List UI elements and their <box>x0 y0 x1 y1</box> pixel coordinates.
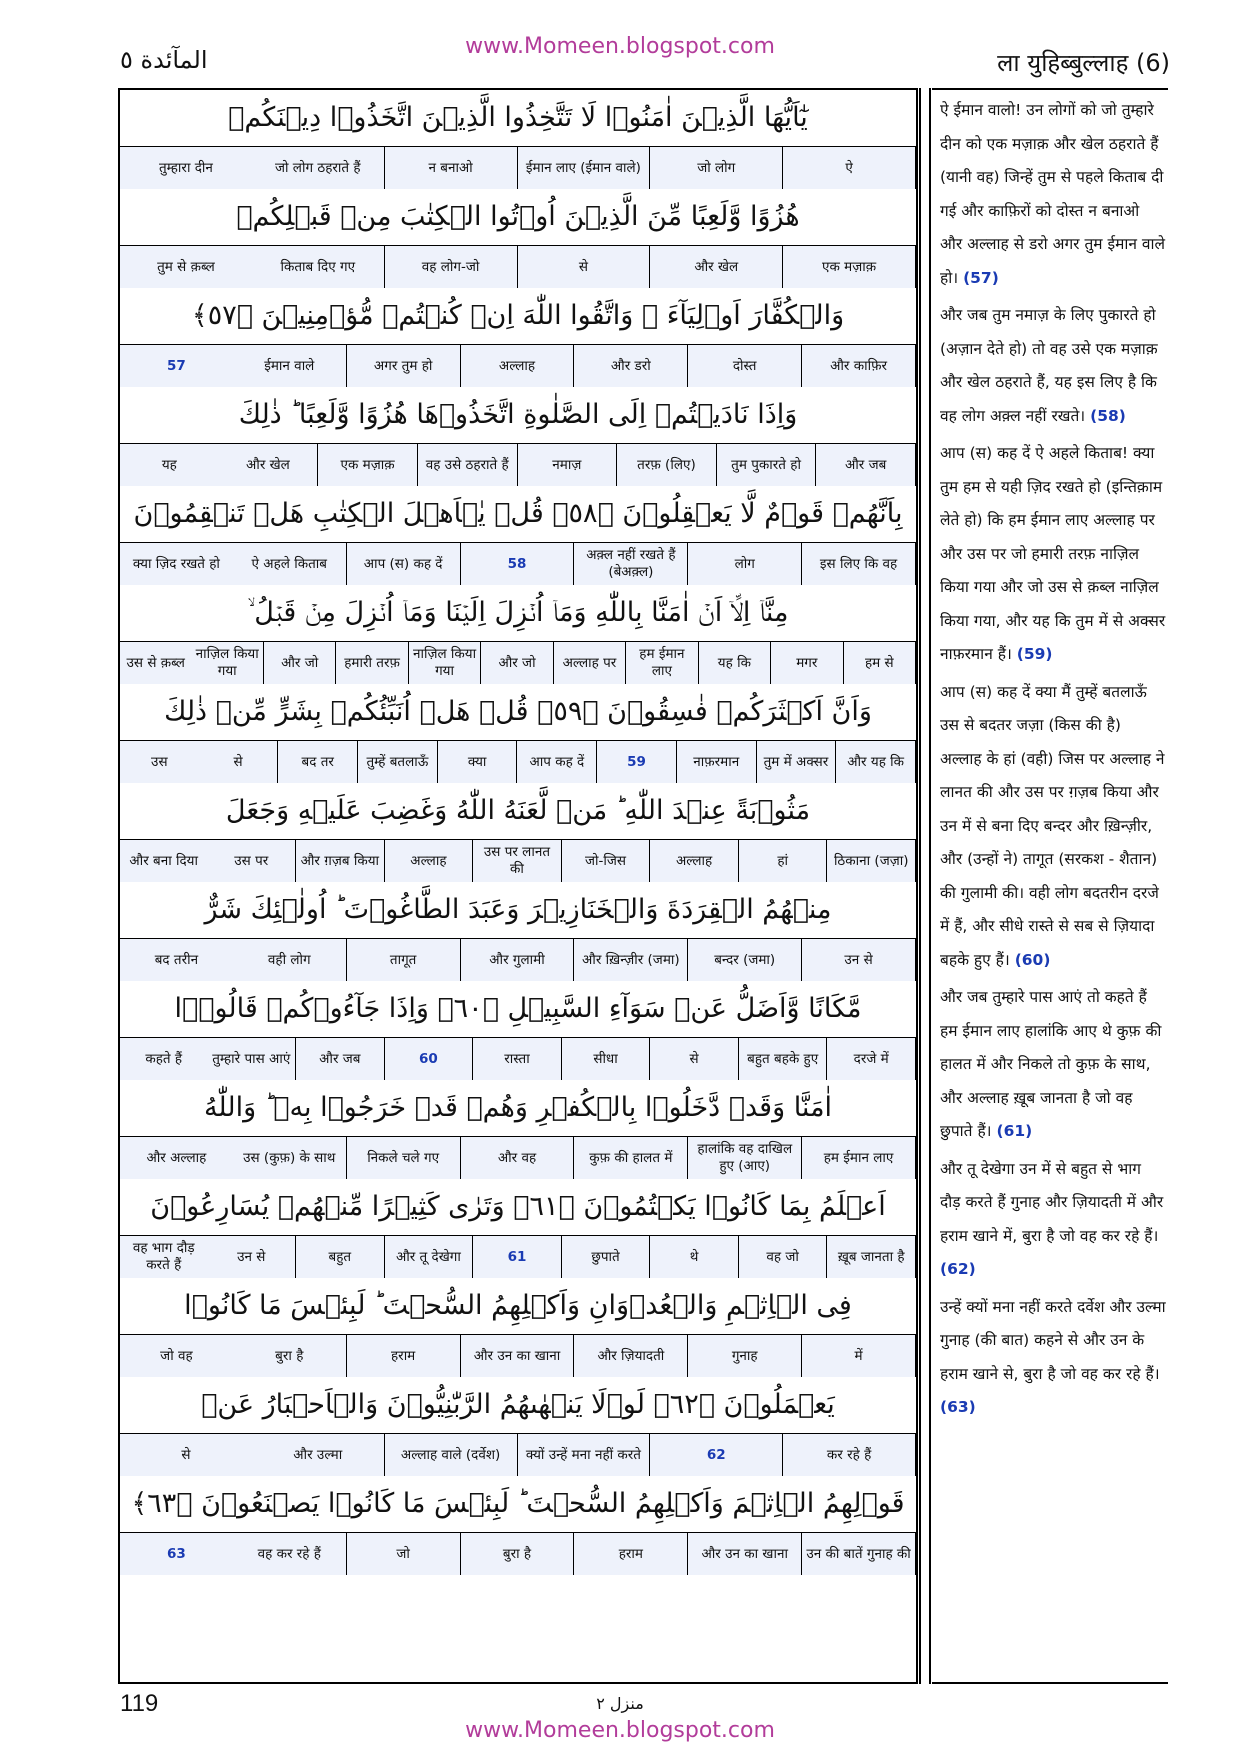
word-meaning-row <box>120 542 916 585</box>
surah-name: المآئدة ٥ <box>120 46 208 74</box>
word-meaning-row <box>120 641 916 684</box>
verse-number-cell: 59 <box>597 741 677 783</box>
translation-paragraph <box>940 981 1166 1149</box>
word-meaning-cell: क्यों उन्हें मना नहीं करते <box>518 1434 651 1476</box>
word-meaning-cell: तुम्हारा दीन <box>158 159 213 176</box>
verse-block <box>120 981 916 1080</box>
word-meaning-cell: और जब <box>816 444 916 486</box>
word-meaning-row <box>120 245 916 288</box>
word-meaning-cell: और ज़ियादती <box>574 1335 688 1377</box>
arabic-line: مَّكَانًا وَّاَضَلُّ عَنۡ سَوَآءِ السَّبِيۡلِ ﴿٦٠﴾ وَاِذَا جَآءُوۡكُمۡ قَالُوۡۤا <box>174 993 862 1024</box>
verse-block <box>120 288 916 387</box>
site-url-bottom[interactable]: www.Momeen.blogspot.com <box>465 1718 775 1743</box>
word-meaning-cell: में <box>802 1335 916 1377</box>
word-meaning-cell: नमाज़ <box>518 444 618 486</box>
word-meaning-cell: जो <box>347 1533 461 1575</box>
word-meaning-cell: और खेल <box>650 246 783 288</box>
arabic-line: مِنۡهُمُ الۡقِرَدَةَ وَالۡخَنَازِيۡرَ وَعَبَدَ الطَّاغُوۡتَ‌ ؕ اُولٰۤئِكَ شَرٌّ <box>204 894 832 925</box>
word-meaning-cell: दोस्त <box>688 345 802 387</box>
arabic-line: وَالۡكُفَّارَ اَوۡلِيَآءَ‌ ۚ وَاتَّقُوا اللّٰهَ اِنۡ كُنۡتُمۡ مُّؤۡمِنِيۡنَ ﴿٥٧﴾ <box>191 300 845 331</box>
word-meaning-cell: बुरा है <box>233 1335 347 1377</box>
arabic-line: وَاِذَا نَادَيۡتُمۡ اِلَى الصَّلٰوةِ اتَّخَذُوۡهَا هُزُوًا وَّلَعِبًا‌ ؕ ذٰلِكَ <box>238 399 798 430</box>
word-meaning-cell: और जो <box>264 642 336 684</box>
word-meaning-cell: हम से <box>844 642 916 684</box>
word-meaning-cell: किताब दिए गए <box>252 246 385 288</box>
word-meaning-cell: यह कि <box>699 642 771 684</box>
word-meaning-cell: उस (कुफ़) के साथ <box>233 1137 347 1179</box>
word-meaning-cell: बद तर <box>278 741 358 783</box>
word-meaning-cell: हराम <box>347 1335 461 1377</box>
word-meaning-cell: रास्ता <box>473 1038 562 1080</box>
arabic-line: مَثُوۡبَةً عِنۡدَ اللّٰهِ‌ ؕ مَنۡ لَّعَنَهُ اللّٰهُ وَغَضِبَ عَلَيۡهِ وَجَعَلَ <box>225 795 811 826</box>
verse-number-cell: 63 <box>167 1545 186 1562</box>
translation-text: और तू देखेगा उन में से बहुत से भाग दौड़ करते हैं गुनाह और ज़ियादती में और हराम खाने में, बुरा है जो वह कर रहे हैं। <box>940 1159 1164 1245</box>
word-meaning-cell: उस पर <box>208 840 297 882</box>
word-meaning-row <box>120 1532 916 1575</box>
word-meaning-row <box>120 1037 916 1080</box>
word-meaning-cell: वही लोग <box>233 939 347 981</box>
translation-paragraph <box>940 1291 1166 1425</box>
word-meaning-row <box>120 1334 916 1377</box>
verse-block <box>120 585 916 684</box>
word-meaning-cell: और जो <box>481 642 553 684</box>
word-meaning-cell: ख़ूब जानता है <box>827 1236 916 1278</box>
arabic-line: يٰٓاَيُّهَا الَّذِيۡنَ اٰمَنُوۡا لَا تَتَّخِذُوا الَّذِيۡنَ اتَّخَذُوۡا دِيۡنَكُمۡ <box>228 102 808 133</box>
word-meaning-cell: यह <box>161 456 177 473</box>
word-meaning-cell: जो लोग ठहराते हैं <box>252 147 385 189</box>
word-meaning-row <box>120 938 916 981</box>
word-meaning-cell: निकले चले गए <box>347 1137 461 1179</box>
word-meaning-cell: क्या ज़िद रखते हो <box>132 555 220 572</box>
word-meaning-cell: और तू देखेगा <box>385 1236 474 1278</box>
word-meaning-cell: वह उसे ठहराते हैं <box>418 444 518 486</box>
word-meaning-cell: और काफ़िर <box>802 345 916 387</box>
verse-number: (60) <box>1014 950 1051 969</box>
word-meaning-cell: ऐ अहले किताब <box>233 543 347 585</box>
word-meaning-cell: सीधा <box>562 1038 651 1080</box>
word-meaning-cell: और यह कि <box>836 741 916 783</box>
word-meaning-cell: और उल्मा <box>252 1434 385 1476</box>
word-meaning-cell: उन से <box>802 939 916 981</box>
arabic-line: وَاَنَّ اَكۡثَرَكُمۡ فٰسِقُوۡنَ ﴿٥٩﴾ قُلۡ هَلۡ اُنَبِّئُكُمۡ بِشَرٍّ مِّنۡ ذٰلِكَ <box>164 696 872 727</box>
word-meaning-cell: तागूत <box>347 939 461 981</box>
word-meaning-cell: वह कर रहे हैं <box>233 1533 347 1575</box>
translation-text: ऐ ईमान वालो! उन लोगों को जो तुम्हारे दीन को एक मज़ाक़ और खेल ठहराते हैं (यानी वह) जिन्हें तुम से पहले किताब दी गई और काफ़िरों को दोस्त न बनाओ और अल्लाह से डरो अगर तुम ईमान वाले हो। <box>940 101 1166 287</box>
word-meaning-row <box>120 839 916 882</box>
word-meaning-row <box>120 740 916 783</box>
word-meaning-cell: छुपाते <box>562 1236 651 1278</box>
translation-text: और जब तुम्हारे पास आएं तो कहते हैं हम ईमान लाए हालांकि आए थे कुफ़ की हालत में और निकले तो कुफ़ के साथ, और अल्लाह ख़ूब जानता है जो वह छुपाते हैं। <box>940 988 1162 1140</box>
arabic-line: اٰمَنَّا وَقَدۡ دَّخَلُوۡا بِالۡكُفۡرِ وَهُمۡ قَدۡ خَرَجُوۡا بِهٖ‌ ؕ وَاللّٰهُ <box>203 1092 833 1123</box>
word-meaning-cell: तुम्हें बतलाऊँ <box>358 741 438 783</box>
verse-number: (62) <box>940 1260 976 1278</box>
word-meaning-cell: अल्लाह पर <box>554 642 626 684</box>
word-meaning-cell: कुफ़ की हालत में <box>574 1137 688 1179</box>
verse-block <box>120 1278 916 1377</box>
word-meaning-cell: उस पर लानत की <box>473 840 562 882</box>
word-meaning-cell: और गुलामी <box>461 939 575 981</box>
translation-paragraph <box>940 94 1166 295</box>
word-meaning-cell: कर रहे हैं <box>783 1434 916 1476</box>
word-meaning-cell: नाज़िल किया गया <box>409 642 481 684</box>
verse-number: (61) <box>996 1122 1033 1140</box>
arabic-line: بِاَنَّهُمۡ قَوۡمٌ لَّا يَعۡقِلُوۡنَ ﴿٥٨﴾ قُلۡ يٰۤاَهۡلَ الۡكِتٰبِ هَلۡ تَنۡقِمُوۡنَ <box>133 498 903 529</box>
word-meaning-cell: और खेल <box>219 444 319 486</box>
word-meaning-cell: वह भाग दौड़ करते हैं <box>132 1240 195 1273</box>
word-meaning-cell: हम ईमान लाए <box>802 1137 916 1179</box>
word-meaning-cell: आप (स) कह दें <box>347 543 461 585</box>
word-meaning-cell: तरफ़ (लिए) <box>617 444 717 486</box>
arabic-line: اَعۡلَمُ بِمَا كَانُوۡا يَكۡتُمُوۡنَ ﴿٦١﴾ وَتَرٰى كَثِيۡرًا مِّنۡهُمۡ يُسَارِعُوۡنَ <box>150 1191 886 1222</box>
verse-number-cell: 61 <box>473 1236 562 1278</box>
word-meaning-cell: इस लिए कि वह <box>802 543 916 585</box>
word-meaning-cell: एक मज़ाक़ <box>318 444 418 486</box>
verse-block <box>120 882 916 981</box>
word-meaning-row <box>120 1136 916 1179</box>
word-meaning-cell: हराम <box>574 1533 688 1575</box>
arabic-line: هُزُوًا وَّلَعِبًا مِّنَ الَّذِيۡنَ اُوۡتُوا الۡكِتٰبَ مِنۡ قَبۡلِكُمۡ <box>236 201 800 232</box>
verse-number-cell: 62 <box>650 1434 783 1476</box>
word-meaning-cell: एक मज़ाक़ <box>783 246 916 288</box>
verse-number: (57) <box>963 268 999 287</box>
word-meaning-cell: से <box>181 1446 191 1463</box>
word-meaning-cell: ठिकाना (जज़ा) <box>827 840 916 882</box>
word-meaning-cell: नाज़िल किया गया <box>191 642 263 684</box>
word-meaning-cell: जो-जिस <box>562 840 651 882</box>
word-meaning-cell: और बना दिया <box>129 852 199 869</box>
column-divider <box>919 88 931 1684</box>
word-meaning-cell: वह लोग-जो <box>385 246 518 288</box>
word-meaning-cell: और वह <box>461 1137 575 1179</box>
word-meaning-cell: हम ईमान लाए <box>626 642 698 684</box>
word-meaning-cell: उस <box>151 753 168 770</box>
word-meaning-cell: अल्लाह <box>650 840 739 882</box>
verse-block <box>120 783 916 882</box>
word-meaning-cell: से <box>518 246 651 288</box>
word-meaning-cell: और उन का खाना <box>688 1533 802 1575</box>
word-meaning-cell: बन्दर (जमा) <box>688 939 802 981</box>
word-meaning-cell: से <box>199 741 279 783</box>
word-meaning-cell: बहुत <box>296 1236 385 1278</box>
verse-block <box>120 1476 916 1575</box>
translation-paragraph <box>940 299 1166 433</box>
word-meaning-cell: थे <box>650 1236 739 1278</box>
verse-block <box>120 1179 916 1278</box>
verse-block <box>120 1080 916 1179</box>
word-meaning-cell: और अल्लाह <box>146 1149 207 1166</box>
translation-text: उन्हें क्यों मना नहीं करते दर्वेश और उल्मा गुनाह (की बात) कहने से और उन के हराम खाने से, बुरा है जो वह कर रहे हैं। <box>940 1297 1166 1383</box>
word-meaning-row <box>120 1235 916 1278</box>
word-meaning-row <box>120 443 916 486</box>
verse-number-cell: 60 <box>385 1038 474 1080</box>
verse-block <box>120 189 916 288</box>
word-meaning-cell: अल्लाह <box>461 345 575 387</box>
word-meaning-cell: तुम्हारे पास आएं <box>208 1038 297 1080</box>
word-meaning-cell: और उन का खाना <box>461 1335 575 1377</box>
arabic-line: مِنَّاۤ اِلَّاۤ اَنۡ اٰمَنَّا بِاللّٰهِ وَمَاۤ اُنۡزِلَ اِلَيۡنَا وَمَاۤ اُنۡزِلَ مِنۡ قَبۡلُ ۙ <box>247 597 789 628</box>
translation-paragraph <box>940 676 1166 978</box>
word-by-word-column <box>118 88 918 1684</box>
word-meaning-cell: लोग <box>688 543 802 585</box>
word-meaning-cell: और जब <box>296 1038 385 1080</box>
word-meaning-cell: न बनाओ <box>385 147 518 189</box>
verse-number: (58) <box>1090 406 1126 425</box>
word-meaning-cell: तुम से क़ब्ल <box>157 258 215 275</box>
arabic-line: يَعۡمَلُوۡنَ ﴿٦٢﴾ لَوۡلَا يَنۡهٰٮهُمُ الرَّبّٰنِيُّوۡنَ وَالۡاَحۡبَارُ عَنۡ <box>201 1389 835 1420</box>
word-meaning-cell: जो लोग <box>650 147 783 189</box>
word-meaning-cell: तुम में अक्सर <box>757 741 837 783</box>
word-meaning-cell: बद तरीन <box>154 951 199 968</box>
para-name: ला युहिब्बुल्लाह (6) <box>997 49 1170 77</box>
translation-text: आप (स) कह दें ऐ अहले किताब! क्या तुम हम से यही ज़िद रखते हो (इन्तिक़ाम लेते हो) कि हम ईमान लाए अल्लाह पर और उस पर जो हमारी तरफ़ नाज़िल किया गया और जो उस से क़ब्ल नाज़िल किया गया, और यह कि तुम में से अक्सर नाफ़रमान हैं। <box>940 444 1166 663</box>
word-meaning-cell: उस से क़ब्ल <box>126 654 185 671</box>
word-meaning-cell: अगर तुम हो <box>347 345 461 387</box>
manzil-label: منزل ٢ <box>596 1694 644 1713</box>
word-meaning-cell: वह जो <box>739 1236 828 1278</box>
arabic-line: قَوۡلِهِمُ الۡاِثۡمَ وَاَكۡلِهِمُ السُّحۡتَ‌ ؕ لَبِئۡسَ مَا كَانُوۡا يَصۡنَعُوۡنَ ﴿٦٣﴾ <box>131 1488 905 1519</box>
word-meaning-cell: बुरा है <box>461 1533 575 1575</box>
verse-block <box>120 684 916 783</box>
verse-block <box>120 90 916 189</box>
arabic-line: فِى الۡاِثۡمِ وَالۡعُدۡوَانِ وَاَكۡلِهِمُ السُّحۡتَ‌ ؕ لَبِئۡسَ مَا كَانُوۡا <box>184 1290 852 1321</box>
word-meaning-cell: अल्लाह वाले (दर्वेश) <box>385 1434 518 1476</box>
word-meaning-cell: से <box>650 1038 739 1080</box>
word-meaning-cell: तुम पुकारते हो <box>717 444 817 486</box>
word-meaning-cell: उन की बातें गुनाह की <box>802 1533 916 1575</box>
page-frame <box>118 88 1168 1684</box>
word-meaning-cell: आप कह दें <box>517 741 597 783</box>
word-meaning-row <box>120 146 916 189</box>
word-meaning-cell: अल्लाह <box>385 840 474 882</box>
site-url-top[interactable]: www.Momeen.blogspot.com <box>465 34 775 59</box>
verse-block <box>120 387 916 486</box>
verse-number-cell: 58 <box>461 543 575 585</box>
verse-block <box>120 1377 916 1476</box>
translation-column <box>932 88 1168 1684</box>
word-meaning-row <box>120 1433 916 1476</box>
word-meaning-cell: हमारी तरफ़ <box>336 642 408 684</box>
word-meaning-cell: हालांकि वह दाखिल हुए (आए) <box>688 1137 802 1179</box>
page-number: 119 <box>120 1690 159 1717</box>
verse-block <box>120 486 916 585</box>
verse-number: (59) <box>1016 645 1053 663</box>
word-meaning-cell: कहते हैं <box>145 1050 183 1067</box>
verse-number: (63) <box>940 1398 976 1416</box>
word-meaning-cell: जो वह <box>160 1347 193 1364</box>
word-meaning-cell: ईमान वाले <box>233 345 347 387</box>
word-meaning-cell: और ख़िन्ज़ीर (जमा) <box>574 939 688 981</box>
translation-text: आप (स) कह दें क्या मैं तुम्हें बतलाऊँ उस से बदतर जज़ा (किस की है) अल्लाह के हां (वही) जिस पर अल्लाह ने लानत की और उस पर ग़ज़ब किया और उन में से बना दिए बन्दर और ख़िन्ज़ीर, और (उन्हों ने) तागूत (सरकश - शैतान) की गुलामी की। वही लोग बदतरीन दरजे में हैं, और सीधे रास्ते से सब से ज़ियादा बहके हुए हैं। <box>940 682 1165 969</box>
word-meaning-cell: क्या <box>438 741 518 783</box>
word-meaning-cell: गुनाह <box>688 1335 802 1377</box>
word-meaning-cell: उन से <box>208 1236 297 1278</box>
word-meaning-cell: ऐ <box>783 147 916 189</box>
word-meaning-cell: बहुत बहके हुए <box>739 1038 828 1080</box>
word-meaning-row <box>120 344 916 387</box>
word-meaning-cell: दरजे में <box>827 1038 916 1080</box>
word-meaning-cell: मगर <box>771 642 843 684</box>
verse-number-cell: 57 <box>167 357 186 374</box>
word-meaning-cell: और ग़ज़ब किया <box>296 840 385 882</box>
translation-paragraph <box>940 437 1166 672</box>
word-meaning-cell: ईमान लाए (ईमान वाले) <box>518 147 651 189</box>
word-meaning-cell: अक़्ल नहीं रखते हैं (बेअक़्ल) <box>574 543 688 585</box>
translation-paragraph <box>940 1153 1166 1287</box>
word-meaning-cell: हां <box>739 840 828 882</box>
word-meaning-cell: और डरो <box>574 345 688 387</box>
word-meaning-cell: नाफ़रमान <box>677 741 757 783</box>
translation-text: और जब तुम नमाज़ के लिए पुकारते हो (अज़ान देते हो) तो वह उसे एक मज़ाक़ और खेल ठहराते हैं, यह इस लिए है कि वह लोग अक़्ल नहीं रखते। <box>940 306 1158 425</box>
